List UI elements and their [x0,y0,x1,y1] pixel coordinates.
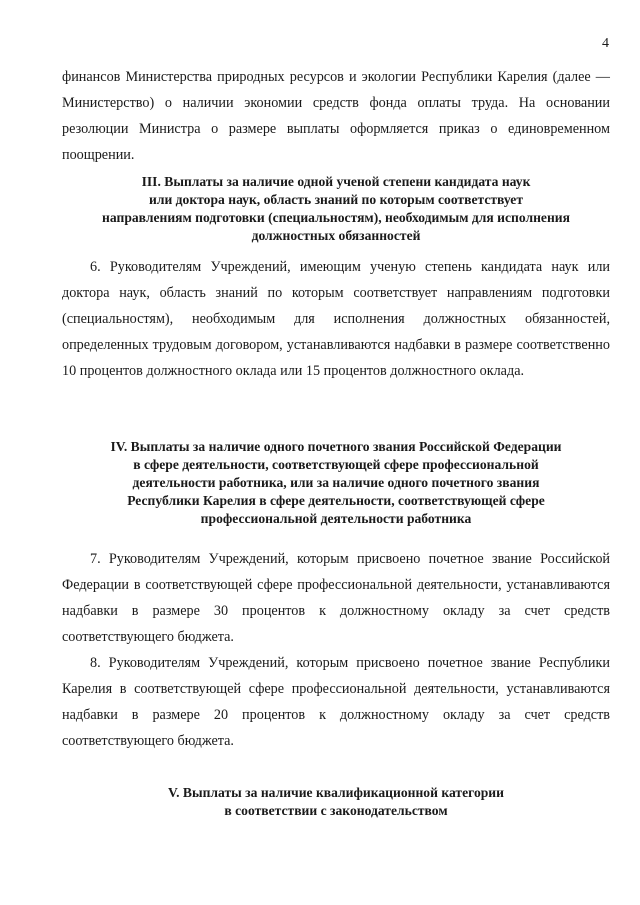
section-5-heading-line: в соответствии с законодательством [224,803,448,818]
section-3-heading [62,173,610,245]
section-3-heading-line: III. Выплаты за наличие одной ученой степени кандидата наук [141,174,531,189]
section-5-heading [62,784,610,820]
section-4-heading-line: IV. Выплаты за наличие одного почетного звания Российской Федерации [110,439,562,454]
section-4-heading-line: профессиональной деятельности работника [200,511,472,526]
paragraph-8: 8. Руководителям Учреждений, которым присвоено почетное звание Республики Карелия в соответствующей сфере профессиональной деятельности, устанавливаются надбавки в размере 20 процентов к должностному окладу за счет средств соответствующего бюджета. [62,655,610,749]
section-4-heading-line: в сфере деятельности, соответствующей сфере профессиональной [133,457,539,472]
section-3-heading-line: должностных обязанностей [251,228,421,243]
section-4-heading [62,438,610,528]
section-3-heading-line: направлениям подготовки (специальностям), необходимым для исполнения [102,210,570,225]
intro-block [62,64,610,168]
section-4-heading-line: деятельности работника, или за наличие одного почетного звания [132,475,540,490]
section-3-heading-line: или доктора наук, область знаний по которым соответствует [148,192,524,207]
paragraph-6-block [62,254,610,384]
paragraph-7: 7. Руководителям Учреждений, которым присвоено почетное звание Российской Федерации в соответствующей сфере профессиональной деятельности, устанавливаются надбавки в размере 30 процентов к должностному окладу за счет средств соответствующего бюджета. [62,551,610,645]
section-4-heading-line: Республики Карелия в сфере деятельности, соответствующей сфере [127,493,545,508]
paragraph-6: 6. Руководителям Учреждений, имеющим ученую степень кандидата наук или доктора наук, область знаний по которым соответствует направлениям подготовки (специальностям), необходимым для исполнения должностных обязанностей, определенных трудовым договором, устанавливаются надбавки в размере соответственно 10 процентов должностного оклада или 15 процентов должностного оклада. [62,259,610,379]
section-5-heading-line: V. Выплаты за наличие квалификационной категории [168,785,504,800]
paragraph-8-block [62,650,610,754]
page-number: 4 [602,36,609,51]
intro-paragraph: финансов Министерства природных ресурсов и экологии Республики Карелия (далее — Министерство) о наличии экономии средств фонда оплаты труда. На основании резолюции Министра о размере выплаты оформляется приказ о единовременном поощрении. [62,69,610,163]
paragraph-7-block [62,546,610,650]
